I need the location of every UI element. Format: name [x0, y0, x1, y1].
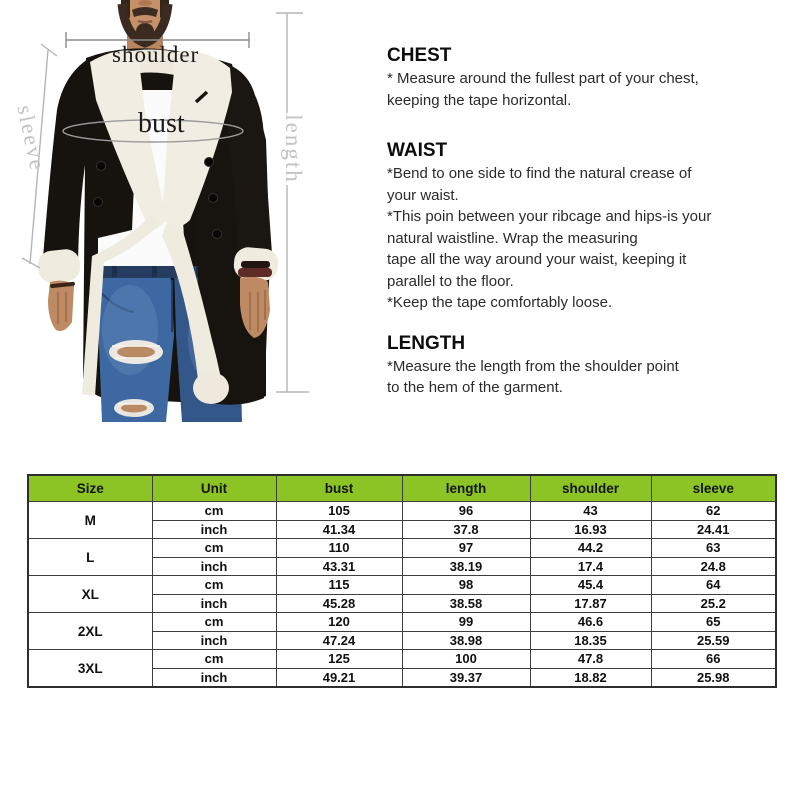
value-cell: 16.93 [530, 520, 651, 539]
size-cell: L [28, 539, 152, 576]
value-cell: 38.19 [402, 557, 530, 576]
value-cell: 49.21 [276, 668, 402, 687]
value-cell: 41.34 [276, 520, 402, 539]
length-text-line: to the hem of the garment. [387, 379, 563, 396]
value-cell: 62 [651, 502, 776, 521]
value-cell: 18.82 [530, 668, 651, 687]
col-header-size: Size [28, 475, 152, 502]
value-cell: 46.6 [530, 613, 651, 632]
table-row [28, 502, 776, 521]
unit-cell: cm [152, 613, 276, 632]
unit-cell: cm [152, 539, 276, 558]
length-line [276, 13, 309, 392]
value-cell: 17.4 [530, 557, 651, 576]
waist-text-line: *Keep the tape comfortably loose. [387, 294, 613, 311]
measuring-instructions [387, 44, 782, 399]
value-cell: 38.98 [402, 631, 530, 650]
section-length [387, 332, 782, 399]
value-cell: 18.35 [530, 631, 651, 650]
col-header-unit: Unit [152, 475, 276, 502]
unit-cell: inch [152, 668, 276, 687]
size-cell: 2XL [28, 613, 152, 650]
value-cell: 99 [402, 613, 530, 632]
col-header-shoulder: shoulder [530, 475, 651, 502]
ripped-hole-knee [109, 340, 163, 364]
unit-cell: inch [152, 631, 276, 650]
value-cell: 17.87 [530, 594, 651, 613]
unit-cell: inch [152, 520, 276, 539]
value-cell: 63 [651, 539, 776, 558]
value-cell: 38.58 [402, 594, 530, 613]
waist-text-line: tape all the way around your waist, keeping it [387, 251, 687, 268]
value-cell: 115 [276, 576, 402, 595]
value-cell: 25.59 [651, 631, 776, 650]
value-cell: 110 [276, 539, 402, 558]
waist-text-line: *This poin between your ribcage and hips-is your [387, 208, 712, 225]
unit-cell: inch [152, 594, 276, 613]
table-row [28, 539, 776, 558]
value-cell: 120 [276, 613, 402, 632]
value-cell: 47.8 [530, 650, 651, 669]
col-header-sleeve: sleeve [651, 475, 776, 502]
value-cell: 25.98 [651, 668, 776, 687]
unit-cell: cm [152, 650, 276, 669]
value-cell: 100 [402, 650, 530, 669]
sleeve-label: sleeve [12, 102, 51, 174]
value-cell: 45.4 [530, 576, 651, 595]
unit-cell: cm [152, 576, 276, 595]
chest-text-line: keeping the tape horizontal. [387, 91, 572, 109]
waist-heading: WAIST [387, 140, 448, 161]
value-cell: 24.41 [651, 520, 776, 539]
value-cell: 97 [402, 539, 530, 558]
table-row [28, 576, 776, 595]
value-cell: 98 [402, 576, 530, 595]
length-heading: LENGTH [387, 332, 466, 354]
unit-cell: inch [152, 557, 276, 576]
product-photo [0, 0, 380, 465]
col-header-bust: bust [276, 475, 402, 502]
shoulder-label: shoulder [112, 42, 200, 67]
table-row [28, 650, 776, 669]
value-cell: 24.8 [651, 557, 776, 576]
value-cell: 37.8 [402, 520, 530, 539]
header-row [28, 475, 776, 502]
ripped-hole-shin [114, 399, 154, 417]
value-cell: 47.24 [276, 631, 402, 650]
size-cell: XL [28, 576, 152, 613]
bust-label: bust [138, 108, 185, 139]
value-cell: 39.37 [402, 668, 530, 687]
waist-text-line: parallel to the floor. [387, 272, 514, 290]
section-chest [387, 44, 782, 111]
value-cell: 43.31 [276, 557, 402, 576]
bracelet-right [238, 268, 272, 277]
waist-text-line: *Bend to one side to find the natural crease of [387, 165, 692, 182]
cuff-left [36, 248, 81, 284]
value-cell: 65 [651, 613, 776, 632]
length-text-line: *Measure the length from the shoulder point [387, 357, 679, 375]
chest-text-line: * Measure around the fullest part of your chest, [387, 70, 699, 87]
value-cell: 43 [530, 502, 651, 521]
length-label: length [281, 114, 306, 184]
table-row [28, 613, 776, 632]
value-cell: 125 [276, 650, 402, 669]
model-illustration [0, 0, 380, 465]
size-chart-table [27, 474, 777, 688]
value-cell: 64 [651, 576, 776, 595]
value-cell: 45.28 [276, 594, 402, 613]
waist-text-line: your waist. [387, 186, 459, 204]
unit-cell: cm [152, 502, 276, 521]
watch [241, 261, 270, 268]
value-cell: 25.2 [651, 594, 776, 613]
value-cell: 105 [276, 502, 402, 521]
chest-heading: CHEST [387, 45, 452, 66]
col-header-length: length [402, 475, 530, 502]
waist-text-line: natural waistline. Wrap the measuring [387, 229, 638, 247]
value-cell: 66 [651, 650, 776, 669]
value-cell: 96 [402, 502, 530, 521]
section-waist [387, 139, 782, 314]
size-cell: 3XL [28, 650, 152, 688]
size-cell: M [28, 502, 152, 539]
value-cell: 44.2 [530, 539, 651, 558]
